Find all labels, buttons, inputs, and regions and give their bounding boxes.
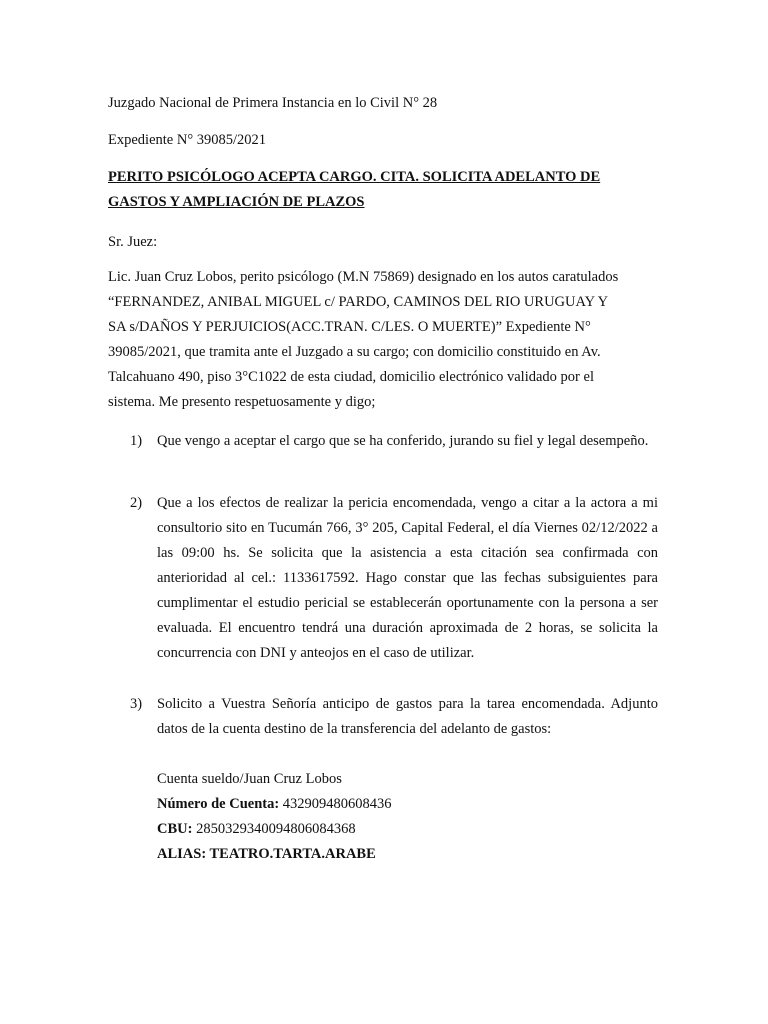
account-holder: Cuenta sueldo/Juan Cruz Lobos: [157, 771, 342, 787]
intro-line: “FERNANDEZ, ANIBAL MIGUEL c/ PARDO, CAMINOS DEL RIO URUGUAY Y: [108, 294, 609, 310]
list-item-text: Que vengo a aceptar el cargo que se ha conferido, jurando su fiel y legal desempeño.: [157, 433, 649, 449]
account-number: [157, 792, 392, 816]
intro-line: Talcahuano 490, piso 3°C1022 de esta ciudad, domicilio electrónico validado por el: [108, 369, 594, 385]
list-item-number: 1): [130, 433, 143, 449]
list-item-text: Solicito a Vuestra Señoría anticipo de gastos para la tarea encomendada. Adjunto datos de la cuenta destino de la transferencia del adelanto de gastos:: [157, 696, 658, 737]
cbu-value: 2850329340094806084368: [192, 821, 356, 837]
court-name: Juzgado Nacional de Primera Instancia en lo Civil N° 28: [108, 95, 438, 111]
account-alias: ALIAS: TEATRO.TARTA.ARABE: [157, 846, 376, 862]
intro-line: Lic. Juan Cruz Lobos, perito psicólogo (M.N 75869) designado en los autos caratulados: [108, 269, 619, 285]
file-number: Expediente N° 39085/2021: [108, 132, 267, 148]
salutation: Sr. Juez:: [108, 234, 158, 250]
intro-line: SA s/DAÑOS Y PERJUICIOS(ACC.TRAN. C/LES. O MUERTE)” Expediente N°: [108, 319, 591, 335]
document-title: PERITO PSICÓLOGO ACEPTA CARGO. CITA. SOLICITA ADELANTO DE GASTOS Y AMPLIACIÓN DE PLAZOS: [108, 169, 601, 210]
account-cbu: [157, 817, 356, 841]
list-item-number: 3): [130, 696, 143, 712]
account-number-value: 432909480608436: [279, 796, 392, 812]
list-item-number: 2): [130, 495, 143, 511]
intro-line: 39085/2021, que tramita ante el Juzgado a su cargo; con domicilio constituido en Av.: [108, 344, 601, 360]
account-number-label: Número de Cuenta:: [157, 796, 280, 812]
intro-line: sistema. Me presento respetuosamente y digo;: [108, 394, 376, 410]
cbu-label: CBU:: [157, 821, 193, 837]
list-item-text: Que a los efectos de realizar la pericia encomendada, vengo a citar a la actora a mi consultorio sito en Tucumán 766, 3° 205, Capital Federal, el día Viernes 02/12/2022 a las 09:00 hs. Se solicita que la asistencia a esta citación sea confirmada con anterioridad al cel.: 1133617592. Hago constar que las fechas subsiguientes para cumplimentar el estudio pericial se establecerán oportunamente con la persona a ser evaluada. El encuentro tendrá una duración aproximada de 2 horas, se solicita la concurrencia con DNI y anteojos en el caso de utilizar.: [157, 495, 658, 661]
